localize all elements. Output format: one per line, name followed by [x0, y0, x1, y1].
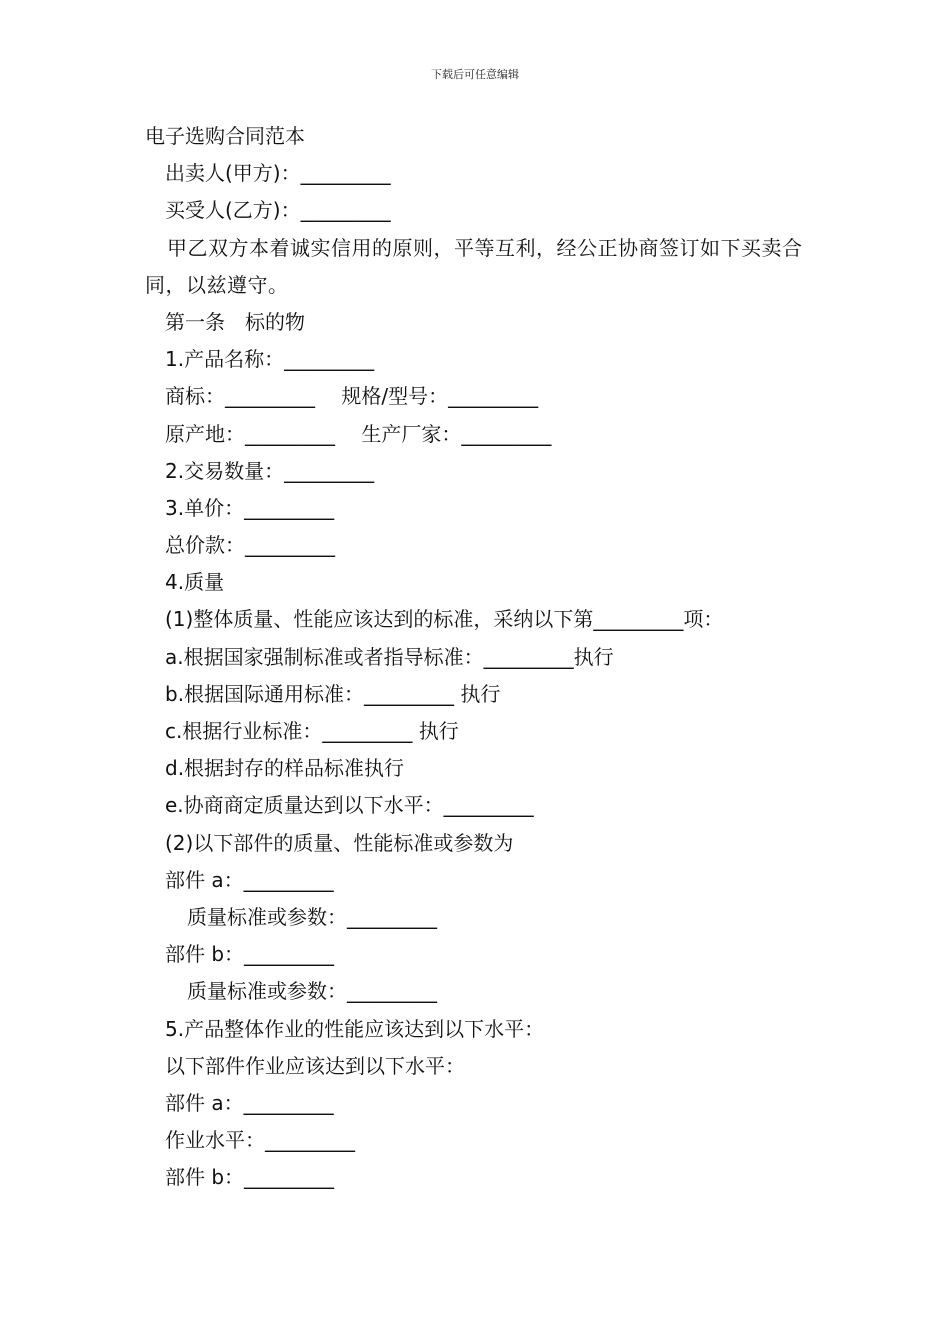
quality-heading: 4.质量 [165, 570, 225, 595]
buyer-line: 买受人(乙方)：_________ [165, 198, 391, 223]
trademark-spec-line: 商标：_________ 规格/型号：_________ [165, 384, 539, 409]
component-a-line-2: 部件 a：_________ [165, 1090, 334, 1115]
page-header: 下载后可任意编辑 [431, 68, 519, 81]
component-standards-heading: (2)以下部件的质量、性能标准或参数为 [165, 830, 514, 855]
seller-line: 出卖人(甲方)：_________ [165, 161, 391, 186]
origin-manufacturer-line: 原产地：_________ 生产厂家：_________ [165, 421, 552, 446]
quantity-line: 2.交易数量：_________ [165, 458, 375, 483]
component-performance-line: 以下部件作业应该达到以下水平： [165, 1053, 465, 1078]
standard-option-c: c.根据行业标准：_________ 执行 [165, 719, 459, 744]
product-name-line: 1.产品名称：_________ [165, 347, 375, 372]
component-b-line-2: 部件 b：_________ [165, 1165, 335, 1190]
standard-option-d: d.根据封存的样品标准执行 [165, 756, 405, 781]
standard-option-b: b.根据国际通用标准：_________ 执行 [165, 681, 501, 706]
component-b-standard-line: 质量标准或参数：_________ [187, 979, 437, 1004]
document-body [145, 118, 815, 1196]
article-1-heading: 第一条 标的物 [165, 309, 305, 334]
component-b-line: 部件 b：_________ [165, 942, 335, 967]
preamble-paragraph: 甲乙双方本着诚实信用的原则，平等互利，经公正协商签订如下买卖合同，以兹遵守。 [145, 235, 803, 297]
performance-heading: 5.产品整体作业的性能应该达到以下水平： [165, 1016, 545, 1041]
component-a-line: 部件 a：_________ [165, 867, 334, 892]
document-title: 电子选购合同范本 [145, 124, 305, 148]
standard-option-e: e.协商商定质量达到以下水平：_________ [165, 793, 534, 818]
standard-option-a: a.根据国家强制标准或者指导标准：_________执行 [165, 644, 614, 669]
quality-standard-line: (1)整体质量、性能应该达到的标准，采纳以下第_________项： [165, 607, 724, 632]
component-a-standard-line: 质量标准或参数：_________ [187, 904, 437, 929]
performance-level-line: 作业水平：_________ [165, 1128, 355, 1153]
total-price-line: 总价款：_________ [165, 533, 335, 558]
unit-price-line: 3.单价：_________ [165, 495, 335, 520]
